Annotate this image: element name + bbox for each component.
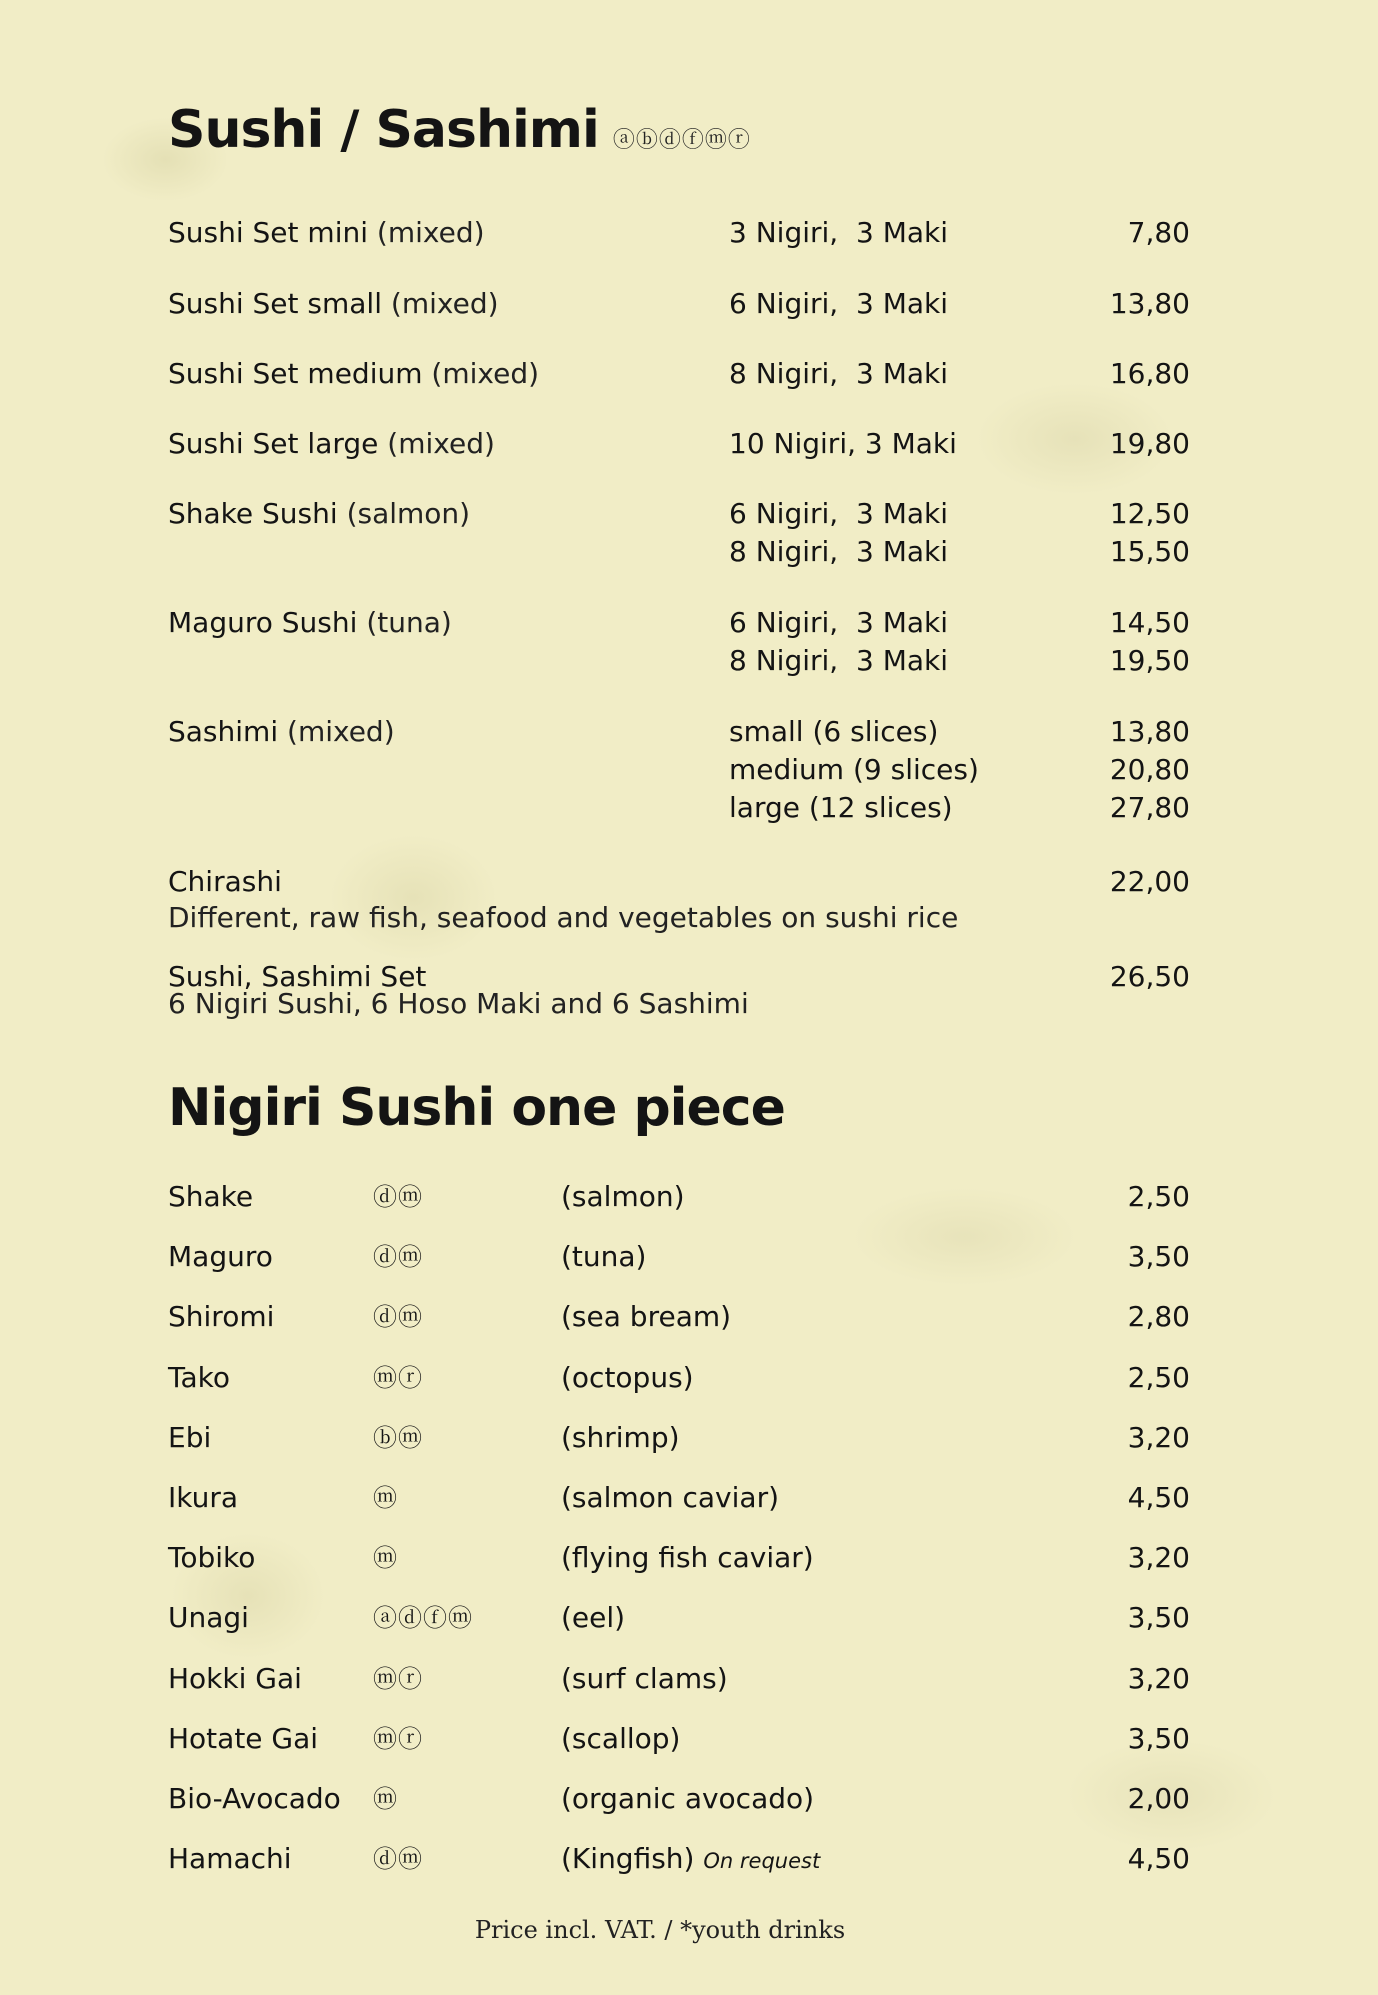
nigiri-name: Ebi [168, 1421, 212, 1454]
menu-item [0, 425, 1378, 463]
nigiri-name: Tako [168, 1361, 230, 1394]
item-title: Sushi Set medium [168, 357, 423, 390]
item-title: Sashimi [168, 715, 279, 748]
item-name [168, 285, 499, 323]
nigiri-allergens: ⓜⓡ [373, 1725, 423, 1753]
item-price: 13,80 [1109, 715, 1190, 748]
chirashi-name: Chirashi [168, 865, 282, 898]
nigiri-description-text: (tuna) [561, 1240, 647, 1273]
item-price: 27,80 [1109, 791, 1190, 824]
nigiri-allergens: ⓜ [373, 1785, 398, 1813]
nigiri-item [0, 1720, 1378, 1758]
nigiri-note: On request [703, 1849, 821, 1873]
nigiri-name: Hotate Gai [168, 1722, 319, 1755]
nigiri-name: Tobiko [168, 1541, 256, 1574]
nigiri-allergens: ⓜ [373, 1484, 398, 1512]
item-title: Maguro Sushi [168, 606, 358, 639]
item-price: 12,50 [1109, 497, 1190, 530]
nigiri-allergens: ⓓⓜ [373, 1243, 423, 1271]
nigiri-price: 3,50 [1127, 1722, 1190, 1755]
item-portion: 6 Nigiri, 3 Maki [729, 497, 949, 530]
item-portion: 8 Nigiri, 3 Maki [729, 644, 949, 677]
nigiri-price: 2,80 [1127, 1300, 1190, 1333]
nigiri-name: Bio-Avocado [168, 1782, 341, 1815]
nigiri-item [0, 1539, 1378, 1577]
nigiri-description [561, 1780, 814, 1818]
nigiri-allergens: ⓜⓡ [373, 1665, 423, 1693]
nigiri-price: 3,20 [1127, 1662, 1190, 1695]
nigiri-heading: Nigiri Sushi one piece [168, 1078, 785, 1138]
nigiri-description-text: (scallop) [561, 1722, 681, 1755]
nigiri-price: 3,20 [1127, 1541, 1190, 1574]
nigiri-description [561, 1840, 820, 1880]
item-portion: 6 Nigiri, 3 Maki [729, 606, 949, 639]
nigiri-item [0, 1298, 1378, 1336]
nigiri-description [561, 1359, 694, 1397]
nigiri-allergens: ⓑⓜ [373, 1424, 423, 1452]
nigiri-price: 3,50 [1127, 1601, 1190, 1634]
nigiri-item [0, 1419, 1378, 1457]
nigiri-name: Shiromi [168, 1300, 275, 1333]
item-title: Sushi Set mini [168, 216, 368, 249]
nigiri-description-text: (organic avocado) [561, 1782, 815, 1815]
item-subtitle: (salmon) [346, 497, 471, 530]
nigiri-description-text: (salmon) [561, 1180, 685, 1213]
item-portion: large (12 slices) [729, 791, 953, 824]
nigiri-price: 3,50 [1127, 1240, 1190, 1273]
nigiri-description [561, 1178, 685, 1216]
item-price: 13,80 [1109, 287, 1190, 320]
item-name [168, 355, 539, 393]
item-price: 15,50 [1109, 535, 1190, 568]
chirashi-description: Different, raw fish, seafood and vegetables on sushi rice [168, 901, 959, 934]
sushi-sashimi-set-price: 26,50 [1109, 960, 1190, 993]
nigiri-description-text: (flying fish caviar) [561, 1541, 814, 1574]
nigiri-description-text: (salmon caviar) [561, 1481, 779, 1514]
nigiri-item [0, 1840, 1378, 1878]
item-price: 20,80 [1109, 753, 1190, 786]
menu-item [0, 713, 1378, 751]
item-name [168, 214, 485, 252]
menu-item [0, 495, 1378, 533]
nigiri-price: 3,20 [1127, 1421, 1190, 1454]
item-subtitle: (mixed) [431, 357, 540, 390]
menu-item-variant [0, 642, 1378, 680]
nigiri-name: Hokki Gai [168, 1662, 302, 1695]
nigiri-allergens: ⓜ [373, 1544, 398, 1572]
item-portion: medium (9 slices) [729, 753, 979, 786]
nigiri-allergens: ⓜⓡ [373, 1364, 423, 1392]
nigiri-name: Ikura [168, 1481, 239, 1514]
menu-item-variant [0, 533, 1378, 571]
nigiri-description-text: (sea bream) [561, 1300, 732, 1333]
item-price: 19,80 [1109, 427, 1190, 460]
price-footer: Price incl. VAT. / *youth drinks [474, 1916, 846, 1944]
item-name [168, 713, 395, 751]
nigiri-description [561, 1599, 625, 1637]
sushi-sashimi-set-description: 6 Nigiri Sushi, 6 Hoso Maki and 6 Sashimi [168, 987, 749, 1020]
chirashi-item [0, 863, 1378, 901]
nigiri-name: Unagi [168, 1601, 249, 1634]
nigiri-allergens: ⓐⓓⓕⓜ [373, 1604, 473, 1632]
nigiri-description-text: (shrimp) [561, 1421, 680, 1454]
nigiri-description-text: (surf clams) [561, 1662, 728, 1695]
sushi-sashimi-title: Sushi / Sashimi [168, 100, 599, 160]
item-title: Sushi Set small [168, 287, 382, 320]
item-portion: small (6 slices) [729, 715, 939, 748]
menu-item-variant [0, 789, 1378, 827]
sushi-sashimi-allergens: ⓐⓑⓓⓕⓜⓡ [612, 128, 751, 153]
item-portion: 10 Nigiri, 3 Maki [729, 427, 957, 460]
item-subtitle: (mixed) [376, 216, 485, 249]
item-subtitle: (tuna) [366, 606, 452, 639]
nigiri-item [0, 1178, 1378, 1216]
nigiri-price: 4,50 [1127, 1842, 1190, 1875]
menu-item [0, 355, 1378, 393]
chirashi-price: 22,00 [1109, 865, 1190, 898]
nigiri-description [561, 1539, 814, 1577]
menu-item-variant [0, 751, 1378, 789]
nigiri-description-text: (eel) [561, 1601, 626, 1634]
nigiri-item [0, 1780, 1378, 1818]
item-subtitle: (mixed) [287, 715, 395, 748]
nigiri-description [561, 1720, 680, 1758]
nigiri-allergens: ⓓⓜ [373, 1845, 423, 1873]
nigiri-description [561, 1298, 731, 1336]
nigiri-item [0, 1660, 1378, 1698]
nigiri-name: Hamachi [168, 1842, 292, 1875]
item-name [168, 604, 452, 642]
item-price: 7,80 [1127, 216, 1190, 249]
nigiri-price: 2,50 [1127, 1361, 1190, 1394]
nigiri-price: 2,50 [1127, 1180, 1190, 1213]
nigiri-name: Maguro [168, 1240, 273, 1273]
nigiri-description [561, 1660, 728, 1698]
nigiri-item [0, 1238, 1378, 1276]
nigiri-item [0, 1479, 1378, 1517]
nigiri-price: 2,00 [1127, 1782, 1190, 1815]
item-price: 14,50 [1109, 606, 1190, 639]
nigiri-allergens: ⓓⓜ [373, 1183, 423, 1211]
nigiri-price: 4,50 [1127, 1481, 1190, 1514]
nigiri-description [561, 1419, 680, 1457]
item-price: 16,80 [1109, 357, 1190, 390]
menu-item [0, 285, 1378, 323]
nigiri-description [561, 1479, 779, 1517]
menu-item [0, 214, 1378, 252]
nigiri-item [0, 1359, 1378, 1397]
nigiri-name: Shake [168, 1180, 254, 1213]
item-portion: 6 Nigiri, 3 Maki [729, 287, 949, 320]
nigiri-item [0, 1599, 1378, 1637]
sushi-sashimi-heading [168, 100, 751, 160]
sushi-sashimi-set-name: Sushi, Sashimi Set [168, 960, 427, 993]
nigiri-description [561, 1238, 646, 1276]
nigiri-description-text: (octopus) [561, 1361, 694, 1394]
nigiri-allergens: ⓓⓜ [373, 1303, 423, 1331]
item-portion: 8 Nigiri, 3 Maki [729, 357, 949, 390]
item-portion: 3 Nigiri, 3 Maki [729, 216, 949, 249]
item-subtitle: (mixed) [390, 287, 499, 320]
item-subtitle: (mixed) [387, 427, 495, 460]
nigiri-description-text: (Kingfish) [561, 1842, 695, 1875]
item-title: Sushi Set large [168, 427, 379, 460]
item-title: Shake Sushi [168, 497, 338, 530]
item-name [168, 495, 470, 533]
menu-item [0, 604, 1378, 642]
item-name [168, 425, 495, 463]
item-price: 19,50 [1109, 644, 1190, 677]
item-portion: 8 Nigiri, 3 Maki [729, 535, 949, 568]
